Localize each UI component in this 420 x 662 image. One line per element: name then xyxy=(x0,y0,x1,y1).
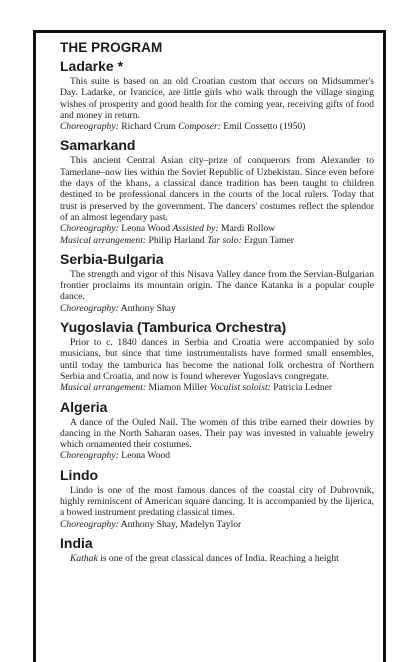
credit-line xyxy=(60,121,374,132)
credit-name: Emil Cossetto (1950) xyxy=(223,121,306,133)
program-section xyxy=(60,58,374,137)
credit-name: Anthony Shay xyxy=(120,302,176,314)
credit-label: Assisted by: xyxy=(172,223,219,235)
section-title: Serbia-Bulgaria xyxy=(60,250,164,267)
program-section xyxy=(60,535,374,564)
credit-label: Musical arrangement: xyxy=(60,234,147,246)
section-title: Samarkand xyxy=(60,137,136,154)
credit-line xyxy=(60,450,374,461)
description-text: is one of the great classical dances of India. Reaching a height xyxy=(97,552,339,564)
section-title: Algeria xyxy=(60,398,108,415)
credit-line xyxy=(60,303,374,314)
program-section xyxy=(60,319,374,398)
program-section xyxy=(60,251,374,319)
section-description: Prior to c. 1840 dances in Serbia and Croatia were accompanied by solo musicians, but since that time instrumentalists have formed small ensembles, until today the tamburica has become the national folk orchestra of Northern Serbia and Croatia, and now is found wherever Yugoslavs congregate. xyxy=(60,337,374,382)
section-title: Ladarke * xyxy=(60,58,124,74)
credit-label: Choreography: xyxy=(60,121,119,133)
credit-label: Vocalist soloist: xyxy=(209,382,271,394)
credit-name: Anthony Shay, Madelyn Taylor xyxy=(120,518,242,530)
program-section xyxy=(60,399,374,467)
credit-line xyxy=(60,382,374,393)
credit-label: Choreography: xyxy=(60,518,119,530)
credit-name: Ergun Tamer xyxy=(244,234,294,246)
credit-label: Composer: xyxy=(178,121,221,133)
section-description: The strength and vigor of this Nisava Valley dance from the Servian-Bulgarian frontier proclaims its mountain origin. The dance Katanka is a popular couple dance. xyxy=(60,268,374,303)
credit-name: Philip Harland xyxy=(148,234,205,246)
credit-label: Choreography: xyxy=(60,302,119,314)
section-title: India xyxy=(60,534,93,551)
section-description: This ancient Central Asian city–prize of conquerors from Alexander to Tamerlane–now lies within the Soviet Republic of Uzbekistan. Since even before the days of the khans, a classical dance tradition has been taught to children destined to be professional dancers in the courts of the local rulers. Today that trust is preserved by the government. The dancers' costumes reflect the splendor of an almost legendary past. xyxy=(60,155,374,223)
credit-name: Richard Crum xyxy=(121,121,176,133)
credit-label: Musical arrangement: xyxy=(60,382,147,394)
credit-label: Choreography: xyxy=(60,223,119,235)
credit-line xyxy=(60,223,374,234)
section-description: A dance of the Ouled Nail. The women of this tribe earned their dowries by dancing in the North Saharan oases. Their pay was invested in valuable jewelry which ornamented their costumes. xyxy=(60,416,374,451)
credit-label: Tar solo: xyxy=(207,234,242,246)
credit-name: Leona Wood xyxy=(121,450,171,462)
program-title: THE PROGRAM xyxy=(60,40,163,55)
section-description: Lindo is one of the most famous dances of the coastal city of Dubrovnik, highly reminiscent of American square dancing. It is accompanied by the lijerica, a bowed instrument predating classical times. xyxy=(60,484,374,519)
section-title: Lindo xyxy=(60,466,99,483)
section-title: Yugoslavia (Tamburica Orchestra) xyxy=(60,319,287,336)
credit-line xyxy=(60,235,374,246)
credit-name: Miamon Miller xyxy=(148,382,208,394)
section-description: This suite is based on an old Croatian custom that occurs on Midsummer's Day. Ladarke, or Ivancice, are little girls who walk through the village singing wishes of prosperity and good health for the coming year, receiving gifts of food and money in return. xyxy=(60,76,374,121)
credit-name: Mardi Rollow xyxy=(221,223,276,235)
credit-line xyxy=(60,519,374,530)
program-section xyxy=(60,137,374,250)
credit-name: Leona Wood xyxy=(121,223,171,235)
credit-name: Patricia Ledner xyxy=(273,382,333,394)
program-sections xyxy=(60,58,374,564)
section-description xyxy=(60,553,374,564)
credit-label: Choreography: xyxy=(60,450,119,462)
program-content xyxy=(60,40,374,564)
program-section xyxy=(60,467,374,535)
description-lead: Kathak xyxy=(70,552,98,564)
